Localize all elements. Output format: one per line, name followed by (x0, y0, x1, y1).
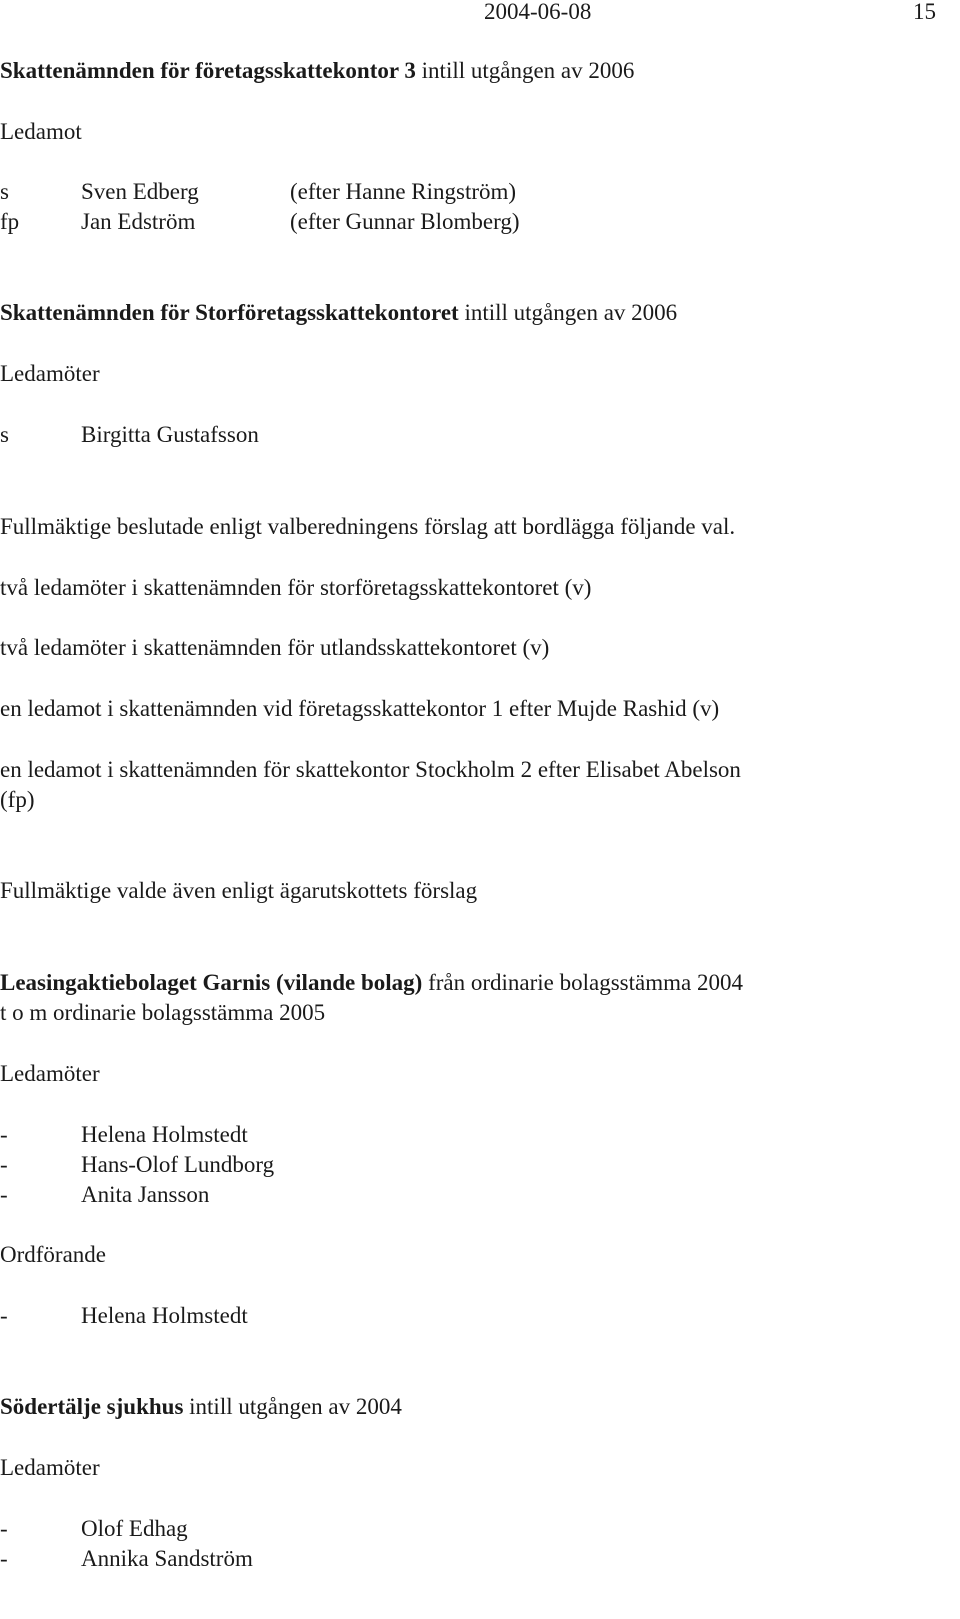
page-number: 15 (913, 0, 936, 24)
member-name: Sven Edberg (81, 179, 199, 204)
party-code: s (0, 422, 9, 447)
party-code: s (0, 179, 9, 204)
tabled-item: två ledamöter i skattenämnden för storföretagsskattekontoret (v) (0, 575, 592, 600)
bullet-dash: - (0, 1516, 8, 1541)
tabled-item: en ledamot i skattenämnden för skattekontor Stockholm 2 efter Elisabet Abelson (0, 757, 741, 782)
role-label: Ledamöter (0, 1455, 100, 1480)
tabled-item: två ledamöter i skattenämnden för utlandsskattekontoret (v) (0, 635, 550, 660)
tabled-item-continuation: (fp) (0, 787, 35, 812)
section-title-bold: Skattenämnden för företagsskattekontor 3 (0, 58, 416, 83)
section-title-sodertalje (0, 1392, 402, 1422)
chair-name: Helena Holmstedt (81, 1303, 248, 1328)
member-name: Jan Edström (81, 209, 196, 234)
member-name: Olof Edhag (81, 1516, 188, 1541)
section-title-rest: intill utgången av 2006 (415, 58, 635, 83)
chair-role-label: Ordförande (0, 1242, 107, 1267)
bullet-dash: - (0, 1546, 8, 1571)
section-title-rest: intill utgången av 2006 (458, 300, 678, 325)
header-date: 2004-06-08 (484, 0, 592, 24)
role-label: Ledamöter (0, 361, 100, 386)
member-name: Annika Sandström (81, 1546, 253, 1571)
member-note: (efter Hanne Ringström) (290, 179, 517, 204)
tabled-item: en ledamot i skattenämnden vid företagsskattekontor 1 efter Mujde Rashid (v) (0, 696, 720, 721)
role-label: Ledamöter (0, 1061, 100, 1086)
section-title-rest: från ordinarie bolagsstämma 2004 (422, 970, 743, 995)
section-title-rest: intill utgången av 2004 (183, 1394, 402, 1419)
section-title-bold: Skattenämnden för Storföretagsskattekontoret (0, 300, 459, 325)
bullet-dash: - (0, 1303, 8, 1328)
section-title-storforetag (0, 298, 677, 328)
party-code: fp (0, 209, 20, 234)
tabled-intro: Fullmäktige beslutade enligt valberedningens förslag att bordlägga följande val. (0, 514, 736, 539)
section-title-bold: Leasingaktiebolaget Garnis (vilande bolag) (0, 970, 423, 995)
section-title-bold: Södertälje sjukhus (0, 1394, 184, 1419)
role-label: Ledamot (0, 119, 82, 144)
member-name: Hans-Olof Lundborg (81, 1152, 275, 1177)
bullet-dash: - (0, 1122, 8, 1147)
member-note: (efter Gunnar Blomberg) (290, 209, 520, 234)
owner-committee-intro: Fullmäktige valde även enligt ägarutskottets förslag (0, 878, 478, 903)
member-name: Anita Jansson (81, 1182, 210, 1207)
section-title-skattenamnden-3 (0, 56, 634, 86)
bullet-dash: - (0, 1182, 8, 1207)
section-title-line2: t o m ordinarie bolagsstämma 2005 (0, 1000, 326, 1025)
member-name: Helena Holmstedt (81, 1122, 248, 1147)
member-name: Birgitta Gustafsson (81, 422, 259, 447)
section-title-leasing (0, 968, 743, 998)
bullet-dash: - (0, 1152, 8, 1177)
